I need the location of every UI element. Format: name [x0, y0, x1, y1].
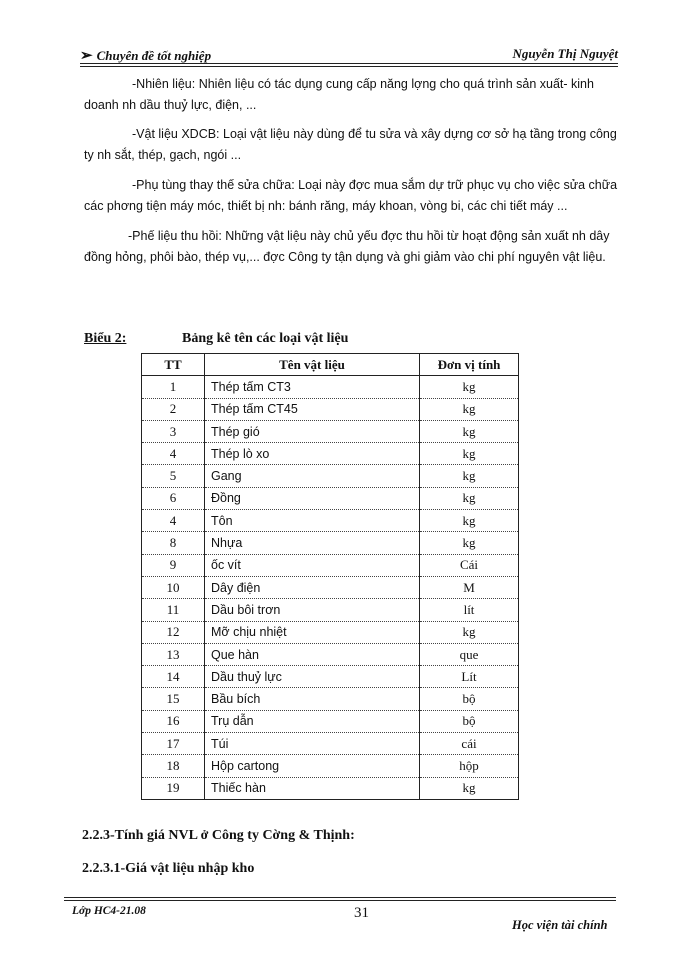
material-unit: lít [420, 599, 519, 621]
table-row [142, 532, 519, 554]
page-header [80, 44, 618, 68]
row-number: 18 [142, 755, 205, 777]
table-row [142, 465, 519, 487]
material-unit: kg [420, 532, 519, 554]
table-row [142, 666, 519, 688]
table-label: Biểu 2: [84, 331, 127, 346]
table-body [142, 376, 519, 800]
material-name: Nhựa [205, 532, 420, 554]
material-name: Gang [205, 465, 420, 487]
footer-rule-double [64, 900, 616, 901]
paragraph-fuel: -Nhiên liệu: Nhiên liệu có tác dụng cung cấp năng lợng cho quá trình sản xuất- kinh doanh nh dầu thuỷ lực, điện, ... [84, 77, 594, 112]
table-row [142, 443, 519, 465]
header-title: Chuyên đề tốt nghiệp [96, 48, 212, 63]
material-unit: que [420, 643, 519, 665]
table-row [142, 376, 519, 398]
table-row [142, 755, 519, 777]
material-unit: hộp [420, 755, 519, 777]
row-number: 11 [142, 599, 205, 621]
material-name: Dầu bôi trơn [205, 599, 420, 621]
footer-institution: Học viện tài chính [512, 918, 608, 932]
table-row [142, 510, 519, 532]
row-number: 17 [142, 733, 205, 755]
material-name: Thép gió [205, 420, 420, 442]
material-unit: M [420, 576, 519, 598]
footer-class: Lớp HC4-21.08 [72, 905, 146, 917]
table-row [142, 688, 519, 710]
material-name: Hộp cartong [205, 755, 420, 777]
table-row [142, 777, 519, 799]
material-unit: bộ [420, 710, 519, 732]
row-number: 13 [142, 643, 205, 665]
paragraph-construction: -Vật liệu XDCB: Loại vật liệu này dùng để tu sửa và xây dựng cơ sở hạ tầng trong công ty nh sắt, thép, gạch, ngói ... [84, 127, 617, 162]
row-number: 14 [142, 666, 205, 688]
column-header-name: Tên vật liệu [205, 354, 420, 376]
row-number: 19 [142, 777, 205, 799]
page-number: 31 [354, 905, 369, 921]
materials-table [141, 353, 519, 800]
material-name: Dầu thuỷ lực [205, 666, 420, 688]
material-name: Dây điện [205, 576, 420, 598]
material-name: Thiếc hàn [205, 777, 420, 799]
material-name: ốc vít [205, 554, 420, 576]
table-row [142, 599, 519, 621]
material-unit: kg [420, 465, 519, 487]
material-name: Thép tấm CT45 [205, 398, 420, 420]
material-name: Thép tấm CT3 [205, 376, 420, 398]
material-name: Mỡ chịu nhiệt [205, 621, 420, 643]
row-number: 5 [142, 465, 205, 487]
paragraph-spare-parts: -Phụ tùng thay thế sửa chữa: Loại này đợc mua sắm dự trữ phục vụ cho việc sửa chữa các phơng tiện máy móc, thiết bị nh: bánh răng, máy khoan, vòng bi, các chi tiết máy ... [84, 178, 618, 213]
row-number: 15 [142, 688, 205, 710]
row-number: 8 [142, 532, 205, 554]
row-number: 6 [142, 487, 205, 509]
material-unit: Lít [420, 666, 519, 688]
material-unit: cái [420, 733, 519, 755]
table-title: Bảng kê tên các loại vật liệu [182, 331, 349, 346]
column-header-tt: TT [142, 354, 205, 376]
footer-rule [64, 897, 616, 898]
material-unit: kg [420, 420, 519, 442]
material-name: Bầu bích [205, 688, 420, 710]
table-row [142, 398, 519, 420]
table-row [142, 733, 519, 755]
row-number: 4 [142, 443, 205, 465]
header-rule-double [80, 66, 618, 67]
paragraph-scrap: -Phế liệu thu hồi: Những vật liệu này chủ yếu đợc thu hồi từ hoạt động sản xuất nh dây đồng hỏng, phôi bào, thép vụ,... đợc Công ty tận dụng và ghi giảm vào chi phí nguyên vật liệu. [84, 229, 610, 264]
material-unit: kg [420, 443, 519, 465]
table-row [142, 710, 519, 732]
row-number: 12 [142, 621, 205, 643]
material-name: Túi [205, 733, 420, 755]
row-number: 10 [142, 576, 205, 598]
table-row [142, 487, 519, 509]
material-unit: bộ [420, 688, 519, 710]
section-heading-import-price: 2.2.3.1-Giá vật liệu nhập kho [82, 861, 255, 876]
row-number: 2 [142, 398, 205, 420]
material-name: Que hàn [205, 643, 420, 665]
material-unit: Cái [420, 554, 519, 576]
row-number: 1 [142, 376, 205, 398]
material-unit: kg [420, 510, 519, 532]
header-rule [80, 63, 618, 64]
material-unit: kg [420, 777, 519, 799]
table-header-row [142, 354, 519, 376]
table-row [142, 621, 519, 643]
material-unit: kg [420, 487, 519, 509]
arrow-icon: ➢ [80, 48, 93, 64]
table-row [142, 554, 519, 576]
row-number: 3 [142, 420, 205, 442]
material-unit: kg [420, 398, 519, 420]
header-author: Nguyễn Thị Nguyệt [512, 46, 618, 61]
material-name: Tôn [205, 510, 420, 532]
section-heading-pricing: 2.2.3-Tính giá NVL ở Công ty Cờng & Thịnh: [82, 828, 355, 843]
material-name: Thép lò xo [205, 443, 420, 465]
material-name: Trụ dẫn [205, 710, 420, 732]
row-number: 4 [142, 510, 205, 532]
material-unit: kg [420, 621, 519, 643]
row-number: 9 [142, 554, 205, 576]
table-row [142, 643, 519, 665]
material-unit: kg [420, 376, 519, 398]
table-row [142, 420, 519, 442]
row-number: 16 [142, 710, 205, 732]
column-header-unit: Đơn vị tính [420, 354, 519, 376]
table-row [142, 576, 519, 598]
material-name: Đồng [205, 487, 420, 509]
